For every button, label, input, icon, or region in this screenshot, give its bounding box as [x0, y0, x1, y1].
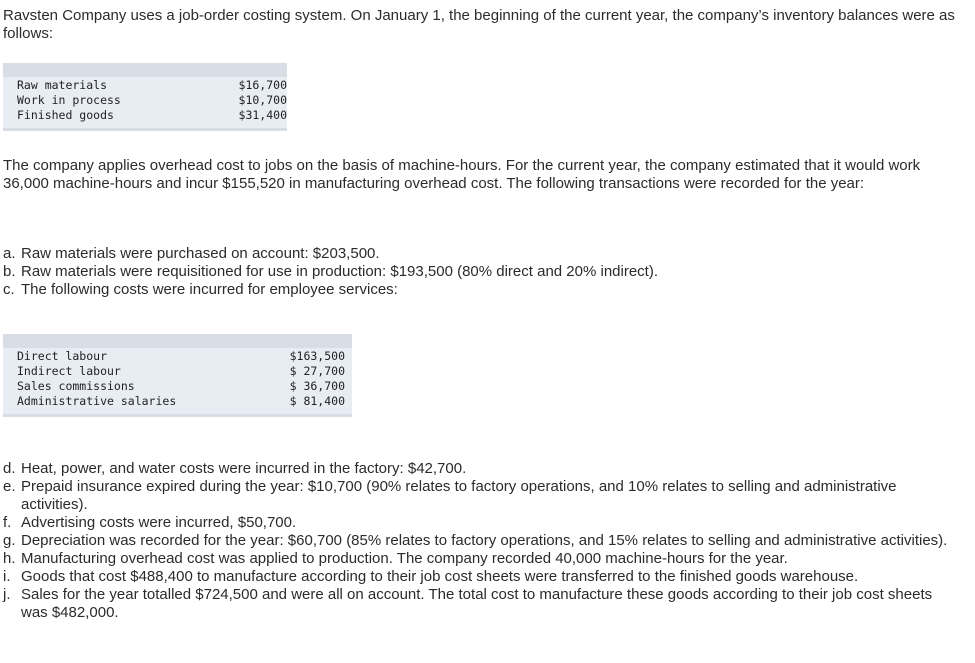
item-text: The following costs were incurred for employee services: — [21, 281, 398, 298]
table-footer-bar — [3, 414, 352, 417]
employee-costs-table — [3, 334, 352, 417]
table-footer-bar — [3, 128, 287, 131]
item-marker: i. — [3, 568, 11, 585]
inventory-balances-table — [3, 63, 287, 131]
transactions-list-d-j — [3, 460, 958, 622]
item-marker: d. — [3, 460, 16, 477]
transactions-list-a-c — [3, 245, 958, 299]
item-text: Heat, power, and water costs were incurred in the factory: $42,700. — [21, 460, 467, 477]
item-marker: a. — [3, 245, 16, 262]
item-text: Raw materials were purchased on account: $203,500. — [21, 245, 380, 262]
item-text: Advertising costs were incurred, $50,700. — [21, 514, 297, 531]
item-marker: g. — [3, 532, 16, 549]
row-value: $ 27,700 — [289, 364, 345, 378]
list-item — [3, 532, 958, 550]
row-value: $ 81,400 — [289, 394, 345, 408]
intro-paragraph: Ravsten Company uses a job-order costing system. On January 1, the beginning of the current year, the company’s inventory balances were as follows: — [3, 7, 955, 42]
row-value: $ 36,700 — [289, 379, 345, 393]
table-row — [3, 349, 352, 364]
item-marker: e. — [3, 478, 16, 495]
table-row — [3, 379, 352, 394]
list-item — [3, 460, 958, 478]
table-row — [3, 78, 287, 93]
table-row — [3, 364, 352, 379]
list-item — [3, 245, 958, 263]
row-value: $163,500 — [289, 349, 345, 363]
table-row — [3, 108, 287, 123]
row-label: Administrative salaries — [17, 394, 177, 408]
row-label: Direct labour — [17, 349, 108, 363]
row-value: $16,700 — [238, 78, 287, 92]
item-marker: b. — [3, 263, 16, 280]
list-item — [3, 586, 958, 622]
list-item — [3, 478, 958, 514]
table-header-bar — [3, 63, 287, 77]
item-marker: f. — [3, 514, 12, 531]
item-text: Goods that cost $488,400 to manufacture according to their job cost sheets were transferred to the finished goods warehouse. — [21, 568, 859, 585]
row-label: Raw materials — [17, 78, 108, 92]
item-text: Depreciation was recorded for the year: $60,700 (85% relates to factory operations, and 15% relates to selling and administrative activities). — [21, 532, 948, 549]
item-text: Prepaid insurance expired during the year: $10,700 (90% relates to factory operations, and 10% relates to selling and administrative activities). — [21, 478, 897, 513]
list-item — [3, 263, 958, 281]
row-value: $31,400 — [238, 108, 287, 122]
item-marker: j. — [3, 586, 11, 603]
item-marker: h. — [3, 550, 16, 567]
table-row — [3, 394, 352, 409]
table-row — [3, 93, 287, 108]
list-item — [3, 281, 958, 299]
item-text: Raw materials were requisitioned for use in production: $193,500 (80% direct and 20% indirect). — [21, 263, 659, 280]
row-label: Finished goods — [17, 108, 114, 122]
row-label: Indirect labour — [17, 364, 121, 378]
row-label: Sales commissions — [17, 379, 135, 393]
list-item — [3, 550, 958, 568]
row-label: Work in process — [17, 93, 121, 107]
row-value: $10,700 — [238, 93, 287, 107]
list-item — [3, 568, 958, 586]
list-item — [3, 514, 958, 532]
item-text: Sales for the year totalled $724,500 and were all on account. The total cost to manufacture these goods according to their job cost sheets was $482,000. — [21, 586, 933, 621]
item-marker: c. — [3, 281, 15, 298]
item-text: Manufacturing overhead cost was applied to production. The company recorded 40,000 machine-hours for the year. — [21, 550, 788, 567]
overhead-paragraph: The company applies overhead cost to jobs on the basis of machine-hours. For the current year, the company estimated that it would work 36,000 machine-hours and incur $155,520 in manufacturing overhead cost. The following transactions were recorded for the year: — [3, 157, 921, 192]
table-header-bar — [3, 334, 352, 348]
